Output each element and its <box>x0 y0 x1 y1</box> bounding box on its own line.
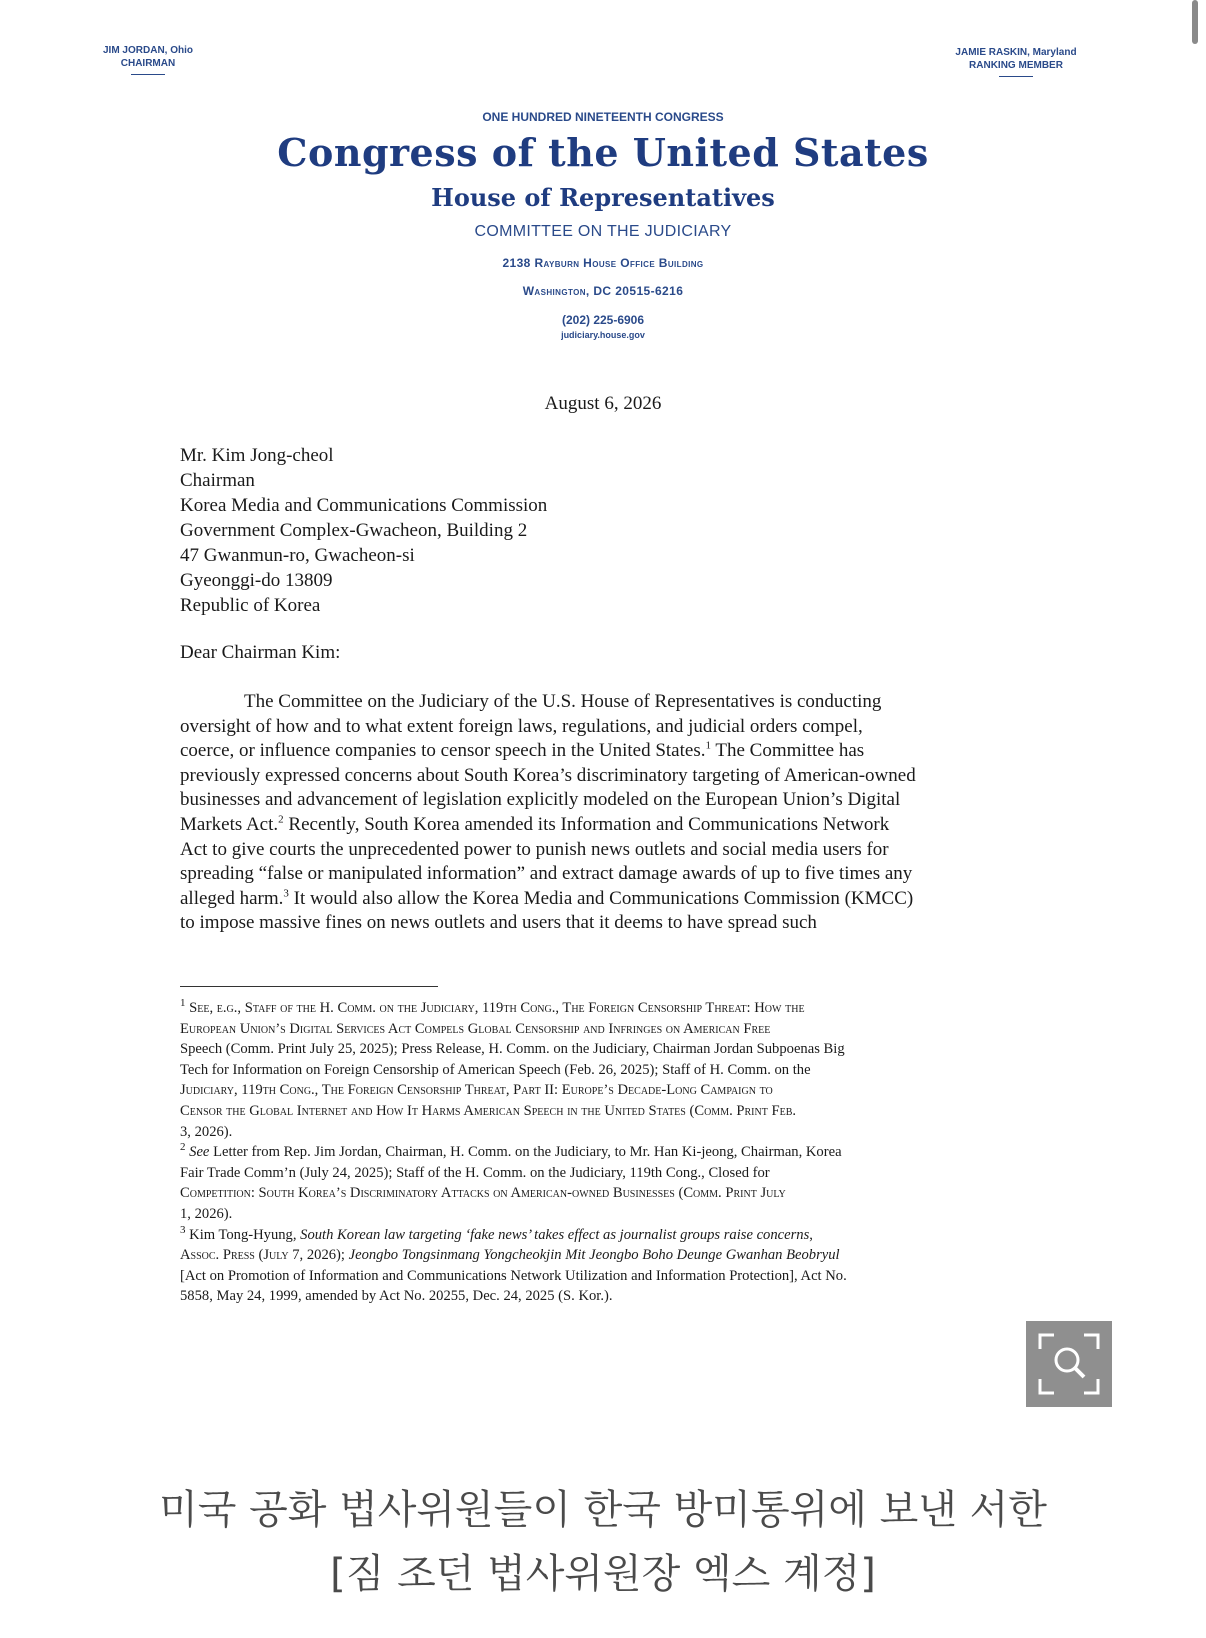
chairman-block <box>88 44 208 75</box>
body-line: alleged harm.$^3$ It would also allow the Korea Media and Communications Commission (KMCC) <box>180 887 914 909</box>
body-line: The Committee on the Judiciary of the U.S. House of Representatives is conducting <box>244 691 882 712</box>
footnote-ref-3[interactable]: 3 <box>283 887 289 900</box>
letter-date: August 6, 2026 <box>544 393 662 414</box>
scrollbar[interactable] <box>1192 0 1198 44</box>
letter-body <box>180 690 1020 936</box>
caption-line-2: [짐 조던 법사위원장 엑스 계정] <box>330 1551 876 1597</box>
footnote-1-line: European Union’s Digital Services Act Compels Global Censorship and Infringes on American Free <box>180 1020 771 1037</box>
address-line-2: Washington, DC 20515-6216 <box>522 284 684 298</box>
ranking-member-title: RANKING MEMBER <box>969 60 1063 71</box>
chairman-rule <box>131 74 165 75</box>
chairman-name: JIM JORDAN, Ohio <box>102 45 193 56</box>
body-line: oversight of how and to what extent foreign laws, regulations, and judicial orders compel, <box>180 715 863 737</box>
recipient-line: Chairman <box>180 470 255 491</box>
body-line: Markets Act.$^2$ Recently, South Korea amended its Information and Communications Network <box>180 813 890 835</box>
ranking-rule <box>999 76 1033 77</box>
footnote-2: $^2$ See Letter from Rep. Jim Jordan, Chairman, H. Comm. on the Judiciary, to Mr. Han Ki-jeong, Chairman, Korea <box>180 1141 842 1161</box>
body-line: spreading “false or manipulated information” and extract damage awards of up to five times any <box>180 863 913 885</box>
footnote-3: $^3$ Kim Tong-Hyung, South Korean law targeting ‘fake news’ takes effect as journalist groups raise concerns, <box>180 1223 813 1243</box>
footnote-divider <box>180 986 438 987</box>
footnote-1-line: Tech for Information on Foreign Censorship of American Speech (Feb. 26, 2025); Staff of H. Comm. on the <box>180 1061 811 1078</box>
footnote-ref-1[interactable]: 1 <box>705 739 711 752</box>
committee-name: COMMITTEE ON THE JUDICIARY <box>474 223 732 240</box>
chairman-title: CHAIRMAN <box>120 58 176 69</box>
recipient-line: Government Complex-Gwacheon, Building 2 <box>180 520 528 541</box>
footnote-1-line: 3, 2026). <box>180 1123 233 1140</box>
house-title: House of Representatives <box>431 183 775 212</box>
address-line-1: 2138 Rayburn House Office Building <box>502 256 704 270</box>
footnote-ref-2[interactable]: 2 <box>278 813 284 826</box>
phone-number: (202) 225-6906 <box>561 313 645 327</box>
ranking-member-name: JAMIE RASKIN, Maryland <box>955 47 1077 58</box>
zoom-button[interactable] <box>1026 1321 1112 1407</box>
recipient-line: 47 Gwanmun-ro, Gwacheon-si <box>180 545 415 566</box>
body-line: to impose massive fines on news outlets and users that it deems to have spread such <box>180 912 817 934</box>
recipient-line: Korea Media and Communications Commission <box>180 495 548 516</box>
footnote-2-line: Fair Trade Comm’n (July 24, 2025); Staff of the H. Comm. on the Judiciary, 119th Cong., Closed for <box>180 1164 770 1181</box>
congress-number: ONE HUNDRED NINETEENTH CONGRESS <box>482 110 724 124</box>
footnote-3-line: Assoc. Press (July 7, 2026); Jeongbo Tongsinmang Yongcheokjin Mit Jeongbo Boho Deunge Gwanhan Beobryul <box>180 1247 840 1264</box>
website: judiciary.house.gov <box>561 330 645 340</box>
footnotes <box>180 998 1020 1307</box>
recipient-address <box>180 443 547 618</box>
footnote-2-line: 1, 2026). <box>180 1205 233 1222</box>
caption-line-1: 미국 공화 법사위원들이 한국 방미통위에 보낸 서한 <box>159 1487 1047 1533</box>
footnote-1-line: Censor the Global Internet and How It Harms American Speech in the United States (Comm. Print Feb. <box>180 1102 797 1119</box>
body-line: coerce, or influence companies to censor speech in the United States.$^1$ The Committee has <box>180 739 865 762</box>
footnote-1-line: Speech (Comm. Print July 25, 2025); Press Release, H. Comm. on the Judiciary, Chairman Jordan Subpoenas Big <box>180 1041 845 1058</box>
body-line: Act to give courts the unprecedented power to punish news outlets and social media users for <box>180 838 889 860</box>
congress-title: Congress of the United States <box>277 130 929 175</box>
body-line: businesses and advancement of legislation explicitly modeled on the European Union’s Digital <box>180 789 901 811</box>
footnote-3-line: [Act on Promotion of Information and Communications Network Utilization and Information Protection], Act No. <box>180 1267 847 1284</box>
zoom-scan-icon <box>1026 1321 1112 1407</box>
recipient-line: Republic of Korea <box>180 595 321 616</box>
body-line: previously expressed concerns about South Korea’s discriminatory targeting of American-owned <box>180 764 916 786</box>
ranking-member-block <box>946 46 1086 77</box>
footnote-2-line: Competition: South Korea’s Discriminatory Attacks on American-owned Businesses (Comm. Print July <box>180 1185 786 1202</box>
recipient-line: Gyeonggi-do 13809 <box>180 570 333 591</box>
recipient-line: Mr. Kim Jong-cheol <box>180 445 334 466</box>
footnote-1: $^1$ See, e.g., Staff of the H. Comm. on the Judiciary, 119th Cong., The Foreign Censorship Threat: How the <box>180 997 805 1016</box>
footnote-3-line: 5858, May 24, 1999, amended by Act No. 20255, Dec. 24, 2025 (S. Kor.). <box>180 1288 613 1305</box>
salutation: Dear Chairman Kim: <box>180 642 341 663</box>
footnote-1-line: Judiciary, 119th Cong., The Foreign Censorship Threat, Part II: Europe’s Decade-Long Campaign to <box>180 1082 773 1099</box>
